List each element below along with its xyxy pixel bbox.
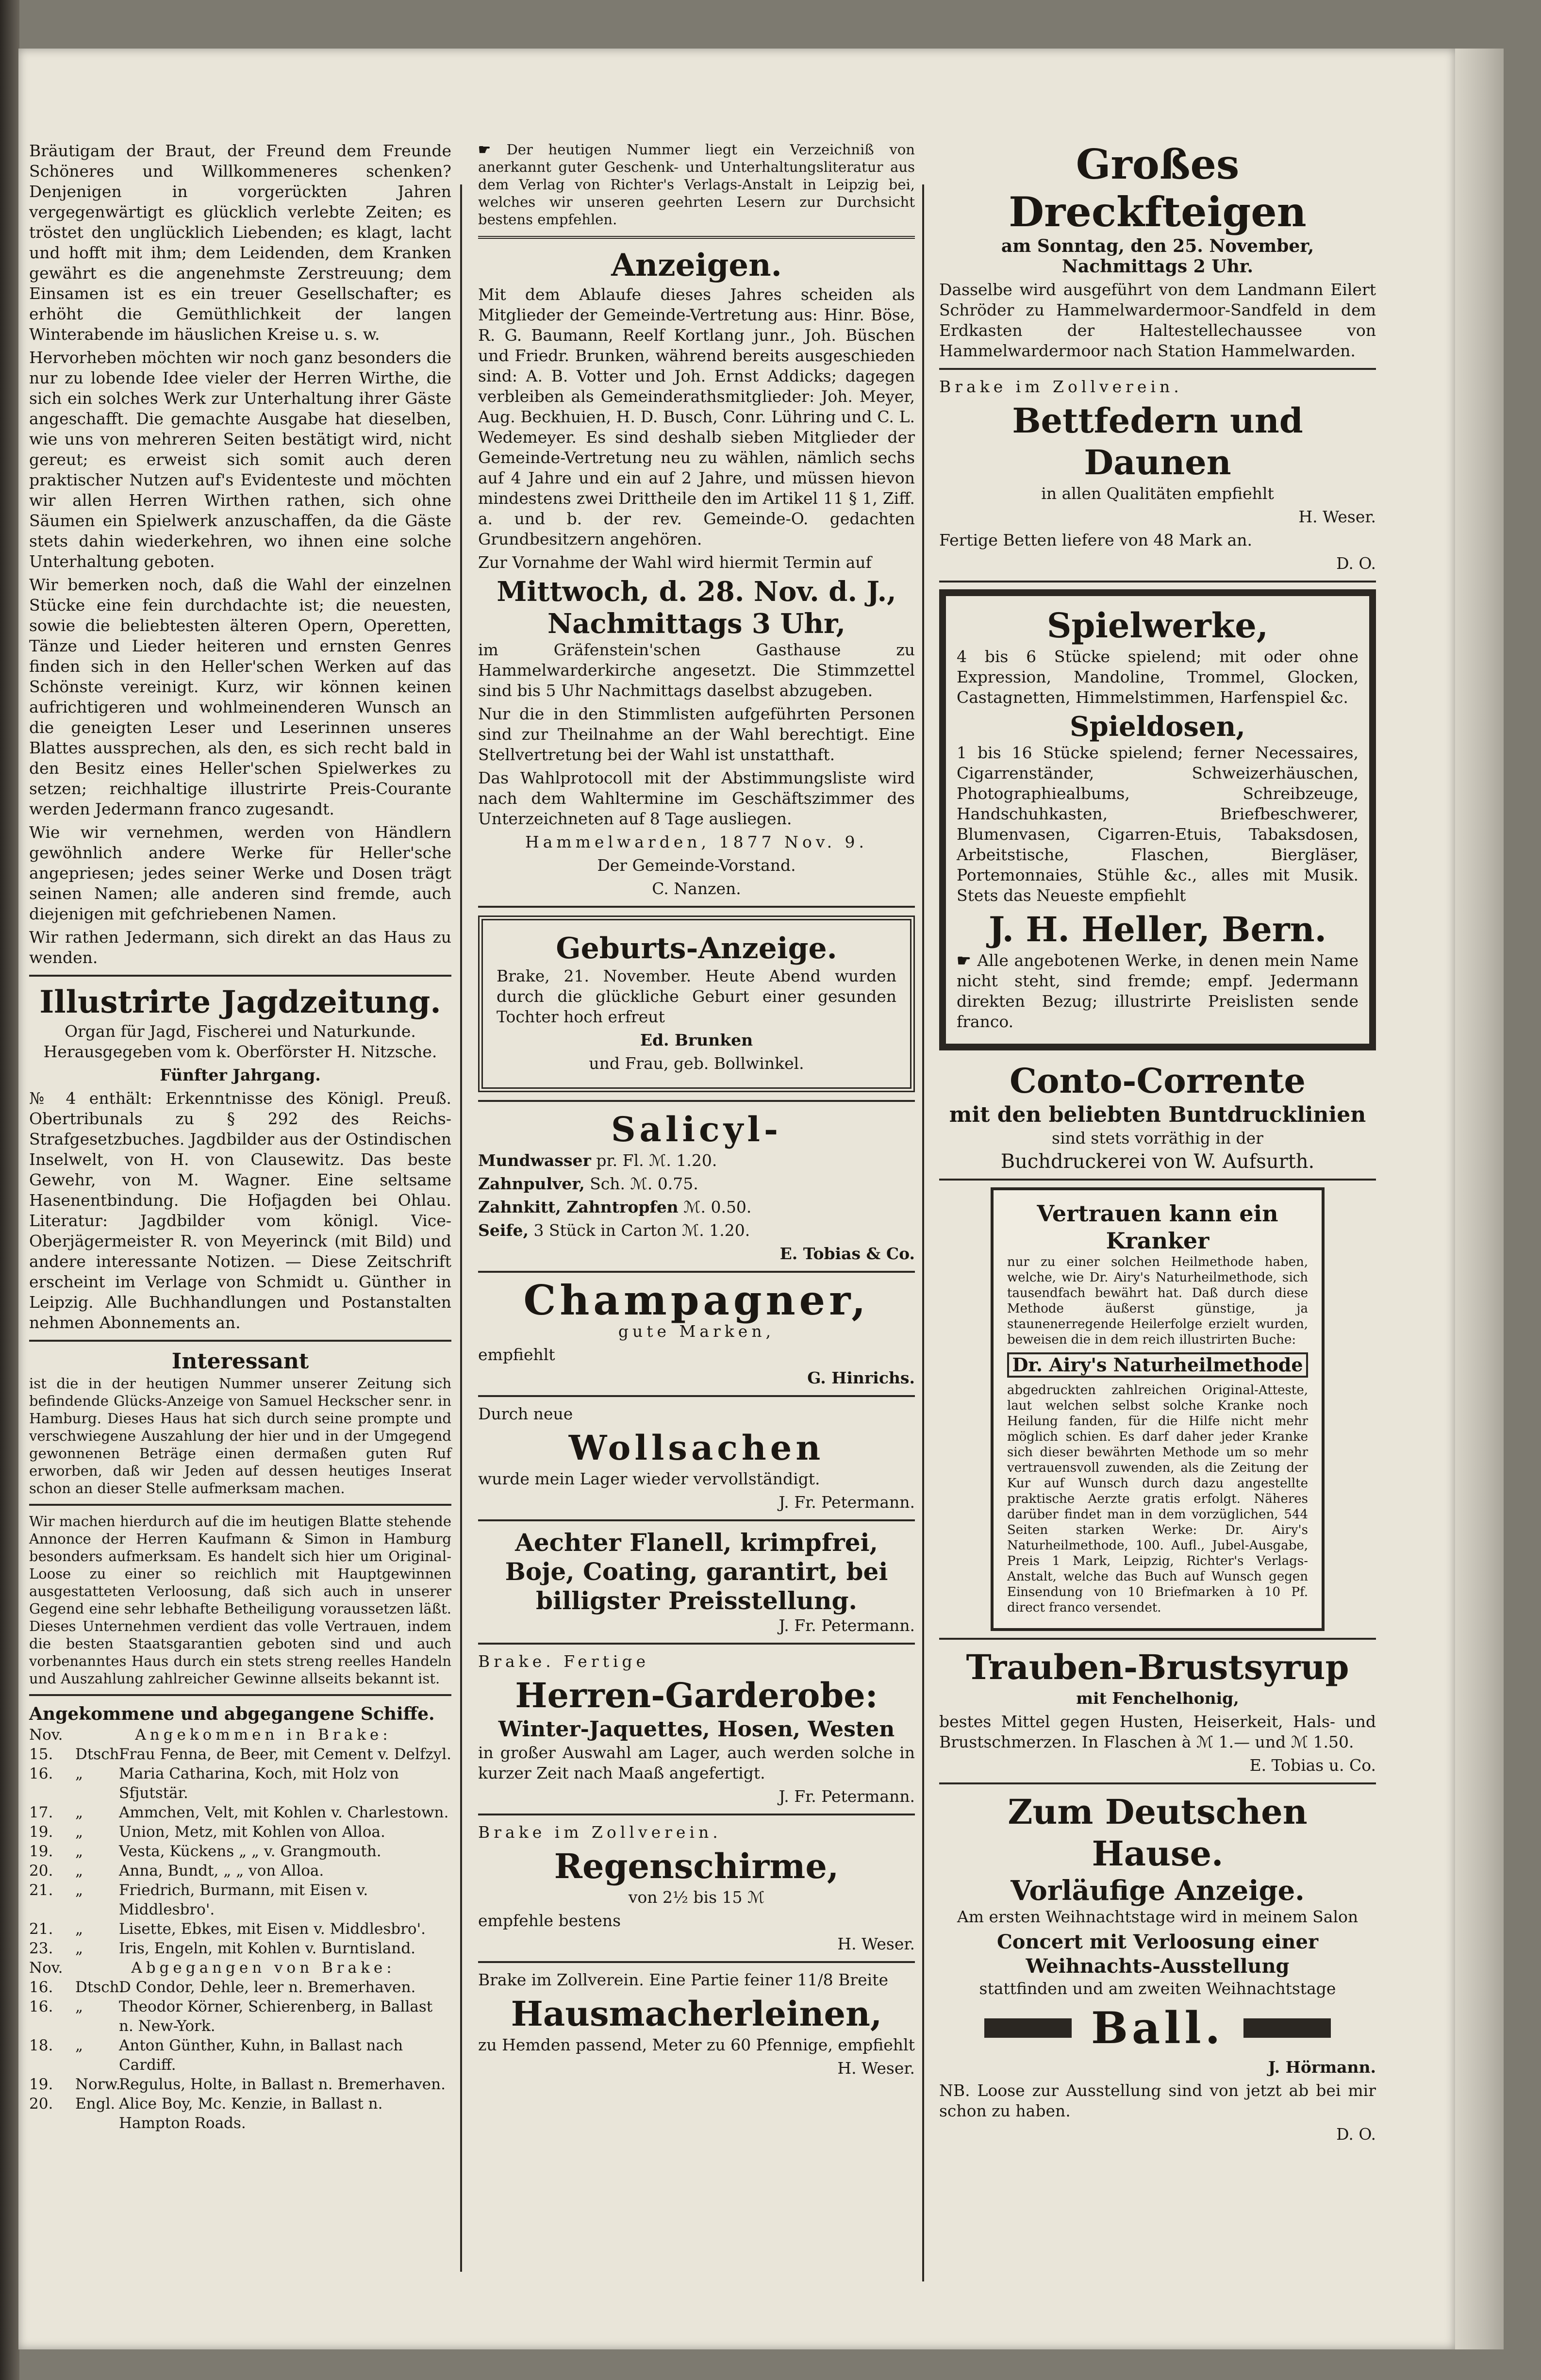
champagner-title: Champagner, (523, 1276, 870, 1324)
ship-entry (29, 1745, 451, 1764)
salicyl-item-name: Seife, (478, 1221, 529, 1240)
ship-flag: „ (75, 1862, 83, 1880)
wahl-rule: Nur die in den Stimmlisten aufgeführten Personen sind zur Theilnahme an der Wahl berechtigt. Eine Stellvertretung bei der Wahl ist unstatthaft. (478, 704, 915, 764)
trauben-firm: E. Tobias u. Co. (1249, 1756, 1376, 1775)
salicyl-item (478, 1150, 915, 1171)
airy-top-body: nur zu einer solchen Heilmethode haben, welche, wie Dr. Airy's Naturheilmethode, sich tausendfach bewährt hat. Daß durch diese Methode äußerst günstige, ja staunenerregende Heilerfolge erzielt wurden, beweisen die in dem reich illustrirten Buche: (1007, 1255, 1308, 1347)
ship-date: 16. (29, 1998, 53, 2015)
ship-text: Anna, Bundt, „ „ von Alloa. (119, 1862, 324, 1880)
ship-entry (29, 1803, 451, 1822)
jagdzeitung-subtitle: Organ für Jagd, Fischerei und Naturkunde. Herausgegeben vom k. Oberförster H. Nitzsche. (43, 1022, 437, 1061)
jagdzeitung-year: Fünfter Jahrgang. (160, 1065, 321, 1084)
ornament-bar (1243, 2018, 1331, 2038)
interessant-body: ist die in der heutigen Nummer unserer Zeitung sich befindende Glücks-Anzeige von Samuel Heckscher senr. in Hamburg. Dieses Haus hat sich durch seine prompte und verschwiegene Auszahlung der hier und in der Umgegend gewonnenen Beträge einen dermaßen guten Ruf erworben, daß wir Jeden auf dessen heutiges Inserat schon an dieser Stelle aufmerksam machen. (29, 1375, 451, 1497)
interessant-title: Interessant (171, 1349, 309, 1374)
wahl-body: Mit dem Ablaufe dieses Jahres scheiden als Mitglieder der Gemeinde-Vertretung aus: Hinr. Böse, R. G. Baumann, Reelf Kortlang junr., Joh. Büschen und Friedr. Brunken, während bereits ausgeschieden sind: A. B. Votter und Joh. Ernst Addicks; dagegen verbleiben als Gemeinderathsmitglieder: Joh. Meyer, Aug. Beckhuien, H. D. Busch, Conr. Lühring und C. L. Wedemeyer. Es sind deshalb sieben Mitglieder der Gemeinde-Vertretung neu zu wählen, nämlich sechs auf 4 Jahre und ein auf 2 Jahre, und müssen hievon mindestens zwei Drittheile den im Artikel 11 § 1, Ziff. a. und b. der rev. Gemeinde-O. gedachten Grundbesitzern angehören. (478, 285, 915, 549)
ship-date: 16. (29, 1765, 53, 1782)
ship-entry (29, 1919, 451, 1939)
airy-top-title: Vertrauen kann ein Kranker (1037, 1200, 1278, 1254)
column-3 (939, 141, 1376, 2147)
ship-date: 21. (29, 1881, 53, 1899)
divider (939, 1179, 1376, 1181)
geburts-title: Geburts-Anzeige. (556, 932, 837, 965)
ball-firm: J. Hörmann. (1268, 2058, 1376, 2077)
ship-flag: „ (75, 1765, 83, 1782)
salicyl-list (478, 1150, 915, 1241)
wahl-place: im Gräfenstein'schen Gasthause zu Hammelwarderkirche angesetzt. Die Stimmzettel sind bis 5 Uhr Nachmittags daselbst abzugeben. (478, 640, 915, 700)
divider (478, 1643, 915, 1645)
divider (478, 1100, 915, 1102)
ship-flag: „ (75, 1998, 83, 2015)
divider (478, 1271, 915, 1273)
ship-text: Iris, Engeln, mit Kohlen v. Burntisland. (119, 1940, 416, 1957)
ship-text: Anton Günther, Kuhn, in Ballast nach Cardiff. (119, 2037, 403, 2074)
ship-date: 20. (29, 2095, 53, 2113)
ship-text: Alice Boy, Mc. Kenzie, in Ballast n. Hampton Roads. (119, 2095, 383, 2132)
deutsch-body: Am ersten Weihnachtstage wird in meinem Salon (957, 1907, 1359, 1926)
salicyl-item-name: Zahnpulver, (478, 1174, 585, 1193)
column-1 (29, 141, 451, 2133)
salicyl-item (478, 1197, 915, 1217)
page-stack-edge (1455, 49, 1504, 2349)
ship-flag: „ (75, 1843, 83, 1860)
intro-paragraph: Bräutigam der Braut, der Freund dem Freunde Schöneres und Willkommeneres schenken? Denjenigen in vorgerückten Jahren vergegenwärtigt es glücklich verlebte Zeiten; es tröstet den unglücklich Liebenden; es klagt, lacht und hofft mit ihm; dem Leidenden, dem Kranken gewährt es die angenehmste Zerstreuung; dem Einsamen ist es ein treuer Gesellschafter; es erhöht die Gemüthlichkeit der langen Winterabende im häuslichen Kreise u. s. w. (29, 141, 451, 344)
geburts-sub: und Frau, geb. Bollwinkel. (589, 1054, 804, 1073)
wollsachen-firm: J. Fr. Petermann. (779, 1493, 915, 1512)
ship-flag: „ (75, 1804, 83, 1821)
haus-pre: Brake im Zollverein. Eine Partie feiner 11/8 Breite (478, 1970, 888, 1989)
salicyl-item-price: ℳ. 0.50. (683, 1198, 752, 1216)
column-rule-1 (460, 184, 462, 2272)
column-2 (478, 141, 915, 2081)
ships-heading: Abgegangen von Brake: (131, 1959, 396, 1977)
ships-header-arrived (29, 1725, 451, 1745)
divider (939, 368, 1376, 370)
ship-text: D Condor, Dehle, leer n. Bremerhaven. (119, 1979, 416, 1996)
heller-body (957, 950, 1359, 1032)
dreck-body: Dasselbe wird ausgeführt von dem Landmann Eilert Schröder zu Hammelwardermoor-Sandfeld in dem Erdkasten der Haltestellechaussee von Hammelwardermoor nach Station Hammelwarden. (939, 280, 1376, 360)
intro-paragraph: Wir bemerken noch, daß die Wahl der einzelnen Stücke eine fein durchdachte ist; die neuesten, sowie die beliebtesten älteren Opern, Operetten, Tänze und Lieder heiteren und ernsten Genres finden sich in den Heller'schen Werken auf das Schönste vereinigt. Kurz, wir können keinen aufrichtigeren und wohlmeinenderen Wunsch an die geneigten Leser und Leserinnen unseres Blattes aussprechen, als den, es sich recht bald in den Besitz eines Heller'schen Spielwerkes zu setzen; reichhaltige illustrirte Preis-Courante werden Jedermann franco zugesandt. (29, 575, 451, 818)
heller-ad-box (939, 589, 1376, 1050)
anzeigen-title: Anzeigen. (611, 247, 782, 283)
wahl-place-date: Hammelwarden, 1877 Nov. 9. (525, 832, 868, 851)
deutsch-body-2: stattfinden und am zweiten Weihnachtstage (979, 1979, 1336, 1998)
divider (478, 1395, 915, 1397)
jagdzeitung-body: № 4 enthält: Erkenntnisse des Königl. Preuß. Obertribunals zu § 292 des Reichs-Strafgesetzbuches. Jagdbilder aus der Ostindischen Inselwelt, von H. von Clausewitz. Das beste Gewehr, von M. Wagner. Eine seltsame Hasenentbindung. Die Hofjagden bei Ohlau. Literatur: Jagdbilder vom königl. Vice-Oberjägermeister R. von Meyerinck (mit Bild) und andere interessante Notizen. — Diese Zeitschrift erscheint im Verlage von Schmidt u. Günther in Leipzig. Alle Buchhandlungen und Postanstalten nehmen Abonnements an. (29, 1089, 451, 1332)
regen-left: empfehle bestens (478, 1911, 621, 1930)
divider (939, 581, 1376, 583)
herren-title: Herren-Garderobe: (515, 1675, 878, 1715)
conto-body: sind stets vorräthig in der (1052, 1129, 1263, 1148)
spielwerke-body: 4 bis 6 Stücke spielend; mit oder ohne Expression, Mandoline, Trommel, Glocken, Castagnetten, Himmelstimmen, Harfenspiel &c. (957, 647, 1359, 707)
ship-flag: Norw. (75, 2076, 121, 2093)
ball-row (939, 2004, 1376, 2052)
ship-entry (29, 1764, 451, 1803)
champagner-firm: G. Hinrichs. (807, 1368, 915, 1387)
divider (478, 1814, 915, 1815)
ship-entry (29, 2075, 451, 2094)
herren-items: Winter-Jaquettes, Hosen, Westen (498, 1717, 895, 1742)
ship-text: Vesta, Kückens „ „ v. Grangmouth. (119, 1843, 381, 1860)
regen-body: von 2½ bis 15 ℳ (628, 1888, 765, 1907)
ship-flag: „ (75, 1920, 83, 1938)
bett-body-2: Fertige Betten liefere von 48 Mark an. (939, 531, 1252, 549)
ship-text: Friedrich, Burmann, mit Eisen v. Middlesbro'. (119, 1881, 368, 1918)
regen-title: Regenschirme, (554, 1846, 839, 1886)
conto-title: Conto-Corrente (1010, 1061, 1306, 1101)
salicyl-item-price: pr. Fl. ℳ. 1.20. (596, 1151, 717, 1170)
trauben-title: Trauben-Brustsyrup (966, 1647, 1349, 1687)
ships-title: Angekommene und abgegangene Schiffe. (29, 1704, 435, 1724)
ship-text: Frau Fenna, de Beer, mit Cement v. Delfzyl. (119, 1746, 451, 1763)
geburts-anzeige-box (478, 915, 915, 1092)
ship-date: 16. (29, 1979, 53, 1996)
pointing-hand-icon: ☛ (478, 141, 507, 158)
divider (478, 1961, 915, 1963)
ships-month: Nov. (29, 1959, 63, 1977)
salicyl-item-price: Sch. ℳ. 0.75. (590, 1174, 698, 1193)
bett-body: in allen Qualitäten empfiehlt (1041, 484, 1274, 503)
heller-title: J. H. Heller, Bern. (988, 909, 1327, 949)
divider (939, 1782, 1376, 1784)
bett-sign: D. O. (1336, 554, 1376, 573)
divider (29, 1504, 451, 1506)
bett-firm: H. Weser. (1298, 507, 1376, 526)
salicyl-item-price: 3 Stück in Carton ℳ. 1.20. (533, 1221, 750, 1240)
salicyl-item (478, 1220, 915, 1241)
heller-body-text: Alle angebotenen Werke, in denen mein Name nicht steht, sind fremde; empf. Jedermann direkten Bezug; illustrirte Preislisten sende franco. (957, 951, 1359, 1031)
salicyl-item-name: Zahnkitt, Zahntropfen (478, 1198, 679, 1216)
ship-entry (29, 1939, 451, 1958)
divider (478, 906, 915, 908)
ship-date: 17. (29, 1804, 53, 1821)
haus-body: zu Hemden passend, Meter zu 60 Pfennige, empfiehlt (478, 2035, 915, 2054)
geburts-body: Brake, 21. November. Heute Abend wurden durch die glückliche Geburt einer gesunden Tochter hoch erfreut (497, 966, 896, 1026)
salicyl-item (478, 1174, 915, 1194)
ship-text: Lisette, Ebkes, mit Eisen v. Middlesbro'. (119, 1920, 426, 1938)
ship-entry (29, 2094, 451, 2133)
supplement-notice-text: Der heutigen Nummer liegt ein Verzeichniß von anerkannt guter Geschenk- und Unterhaltungsliteratur aus dem Verlag von Richter's Verlags-Anstalt in Leipzig bei, welches wir unseren geehrten Lesern zur Durchsicht bestens empfehlen. (478, 141, 915, 228)
haus-firm: H. Weser. (837, 2059, 915, 2078)
flanell-title: Aechter Flanell, krimpfrei, Boje, Coating, garantirt, bei billigster Preisstellung. (505, 1528, 888, 1615)
divider (478, 1519, 915, 1521)
intro-paragraph: Hervorheben möchten wir noch ganz besonders die nur zu lobende Idee vieler der Herren Wirthe, die sich ein solches Werk zur Unterhaltung ihrer Gäste angeschafft. Die gemachte Ausgabe hat dieselben, wie uns von mehreren Seiten bestätigt wird, nicht gereut; es erweist sich somit auch deren praktischer Nutzen auf's Evidenteste und möchten wir allen Herren Wirthen rathen, sich ohne Säumen ein Spielwerk anzuschaffen, da die Gäste stets dahin wiederkehren, wo ihnen eine solche Unterhaltung geboten. (29, 348, 451, 571)
ship-date: 20. (29, 1862, 53, 1880)
airy-ad-box (991, 1187, 1325, 1631)
pointing-hand-icon: ☛ (957, 951, 978, 970)
salicyl-firm: E. Tobias & Co. (779, 1244, 915, 1263)
wahl-time: Nachmittags 3 Uhr, (547, 608, 845, 640)
ball-title: Ball. (1091, 2002, 1225, 2054)
ship-text: Regulus, Holte, in Ballast n. Bremerhaven. (119, 2076, 446, 2093)
ornament-bar (984, 2018, 1072, 2038)
conto-firm: Buchdruckerei von W. Aufsurth. (1000, 1150, 1315, 1173)
ship-flag: Dtsch. (75, 1746, 124, 1763)
supplement-notice (478, 141, 915, 228)
divider (29, 1340, 451, 1342)
ship-date: 19. (29, 2076, 53, 2093)
spieldosen-body: 1 bis 16 Stücke spielend; ferner Necessaires, Cigarrenständer, Schweizerhäuschen, Photographiealbums, Schreibzeuge, Handschuhkasten, Briefbeschwerer, Blumenvasen, Cigarren-Etuis, Tabaksdosen, Arbeitstische, Flaschen, Biergläser, Portemonnaies, Stühle &c., alles mit Musik. Stets das Neueste empfiehlt (957, 743, 1359, 905)
wollsachen-title: Wollsachen (568, 1428, 825, 1468)
champagner-sub: gute Marken, (618, 1322, 775, 1341)
regen-pre: Brake im Zollverein. (478, 1823, 722, 1842)
ships-departed-list (29, 1978, 451, 2133)
ship-date: 19. (29, 1843, 53, 1860)
deutsch-sub: Vorläufige Anzeige. (1011, 1875, 1305, 1907)
ship-date: 19. (29, 1823, 53, 1841)
ship-entry (29, 1997, 451, 2036)
airy-bottom-body: abgedruckten zahlreichen Original-Atteste, laut welchen selbst solche Kranke noch Heilung fanden, für die Hilfe nicht mehr möglich schien. Es darf daher jeder Kranke sich dieser bewährten Methode um so mehr vertrauensvoll zuwenden, als die Zeitung der Kur auf Wunsch durch dazu angestellte praktische Aerzte gratis erfolgt. Näheres darüber findet man in dem vorzüglichen, 544 Seiten starken Werke: Dr. Airy's Naturheilmethode, 100. Aufl., Jubel-Ausgabe, Preis 1 Mark, Leipzig, Richter's Verlags-Anstalt, welche das Buch auf Wunsch gegen Einsendung von 10 Briefmarken à 10 Pf. direct franco versendet. (1007, 1383, 1308, 1615)
ball-sign: D. O. (1336, 2125, 1376, 2144)
wahl-intro: Zur Vornahme der Wahl wird hiermit Termin auf (478, 553, 872, 572)
ship-entry (29, 1861, 451, 1881)
ship-date: 23. (29, 1940, 53, 1957)
ship-flag: „ (75, 1823, 83, 1841)
dreck-title: Großes Dreckfteigen (1009, 140, 1307, 236)
trauben-sub: mit Fenchelhonig, (1076, 1689, 1239, 1708)
ship-text: Union, Metz, mit Kohlen von Alloa. (119, 1823, 385, 1841)
wahl-signature-name: C. Nanzen. (652, 879, 741, 898)
bett-title: Bettfedern und Daunen (1012, 400, 1303, 483)
divider (478, 236, 915, 239)
ships-heading: Angekommen in Brake: (135, 1726, 392, 1744)
ship-text: Theodor Körner, Schierenberg, in Ballast n. New-York. (119, 1998, 433, 2035)
intro-paragraph: Wir rathen Jedermann, sich direkt an das Haus zu wenden. (29, 928, 451, 967)
ship-date: 18. (29, 2037, 53, 2054)
ship-entry (29, 1978, 451, 1997)
wollsachen-pre: Durch neue (478, 1404, 573, 1423)
ship-entry (29, 1822, 451, 1842)
ship-entry (29, 2036, 451, 2075)
ships-month: Nov. (29, 1726, 63, 1744)
column-rule-2 (922, 184, 924, 2281)
divider (29, 1694, 451, 1696)
wahl-signature: Der Gemeinde-Vorstand. (597, 856, 796, 875)
bett-pre: Brake im Zollverein. (939, 377, 1183, 396)
herren-body: in großer Auswahl am Lager, auch werden solche in kurzer Zeit nach Maaß angefertigt. (478, 1743, 915, 1782)
ship-date: 15. (29, 1746, 53, 1763)
ship-entry (29, 1881, 451, 1919)
conto-sub: mit den beliebten Buntdrucklinien (949, 1102, 1366, 1127)
spieldosen-title: Spieldosen, (1070, 711, 1245, 743)
intro-paragraph: Wie wir vernehmen, werden von Händlern gewöhnlich andere Werke für Heller'sche angepriesen; jedes seiner Werke und Dosen trägt seinen Namen; alle anderen sind fremde, auch diejenigen mit gefchriebenen Namen. (29, 823, 451, 923)
dreck-date: am Sonntag, den 25. November, Nachmittags 2 Uhr. (1001, 236, 1314, 277)
geburts-name: Ed. Brunken (640, 1031, 753, 1049)
ship-flag: Dtsch. (75, 1979, 124, 1996)
wahl-date: Mittwoch, d. 28. Nov. d. J., (497, 576, 896, 608)
salicyl-item-name: Mundwasser (478, 1151, 591, 1170)
wahl-protocol: Das Wahlprotocoll mit der Abstimmungsliste wird nach dem Wahltermine im Geschäftszimmer des Unterzeichneten auf 8 Tage ausliegen. (478, 768, 915, 828)
deutsch-bold: Concert mit Verloosung einer Weihnachts-Ausstellung (996, 1931, 1319, 1978)
jagdzeitung-title: Illustrirte Jagdzeitung. (39, 984, 441, 1020)
wollsachen-body: wurde mein Lager wieder vervollständigt. (478, 1469, 820, 1488)
herren-firm: J. Fr. Petermann. (779, 1787, 915, 1806)
ship-flag: Engl. (75, 2095, 116, 2113)
book-spine-shadow (0, 0, 19, 2380)
trauben-body: bestes Mittel gegen Husten, Heiserkeit, Hals- und Brustschmerzen. In Flaschen à ℳ 1.— und ℳ 1.50. (939, 1712, 1376, 1751)
divider (29, 975, 451, 977)
deutsch-title: Zum Deutschen Hause. (1008, 1792, 1308, 1874)
ship-flag: „ (75, 2037, 83, 2054)
spielwerke-title: Spielwerke, (1046, 605, 1269, 646)
haus-title: Hausmacherleinen, (511, 1994, 882, 2034)
ships-header-departed (29, 1958, 451, 1978)
ship-entry (29, 1842, 451, 1861)
ship-text: Maria Catharina, Koch, mit Holz von Sfjutstär. (119, 1765, 399, 1802)
ship-flag: „ (75, 1881, 83, 1899)
ship-date: 21. (29, 1920, 53, 1938)
champagner-left: empfiehlt (478, 1345, 555, 1364)
divider (939, 1638, 1376, 1640)
regen-firm: H. Weser. (837, 1934, 915, 1953)
ships-arrived-list (29, 1745, 451, 1958)
flanell-firm: J. Fr. Petermann. (779, 1616, 915, 1635)
salicyl-title: Salicyl- (611, 1109, 782, 1149)
herren-pre: Brake. Fertige (478, 1652, 650, 1671)
ball-note: NB. Loose zur Ausstellung sind von jetzt ab bei mir schon zu haben. (939, 2081, 1376, 2120)
airy-mid-title: Dr. Airy's Naturheilmethode (1007, 1352, 1308, 1378)
kaufmann-notice: Wir machen hierdurch auf die im heutigen Blatte stehende Annonce der Herren Kaufmann & Simon in Hamburg besonders aufmerksam. Es handelt sich hier um Original-Loose zu einer so reichlich mit Hauptgewinnen ausgestatteten Verloosung, daß sich auch in unserer Gegend eine sehr lebhafte Betheiligung voraussetzen läßt. Dieses Unternehmen verdient das volle Vertrauen, indem die besten Staatsgarantien geboten sind und auch vorbenanntes Haus durch ein stets streng reelles Handeln und Auszahlung zahlreicher Gewinne allseits bekannt ist. (29, 1513, 451, 1687)
ship-flag: „ (75, 1940, 83, 1957)
ship-text: Ammchen, Velt, mit Kohlen v. Charlestown. (119, 1804, 449, 1821)
